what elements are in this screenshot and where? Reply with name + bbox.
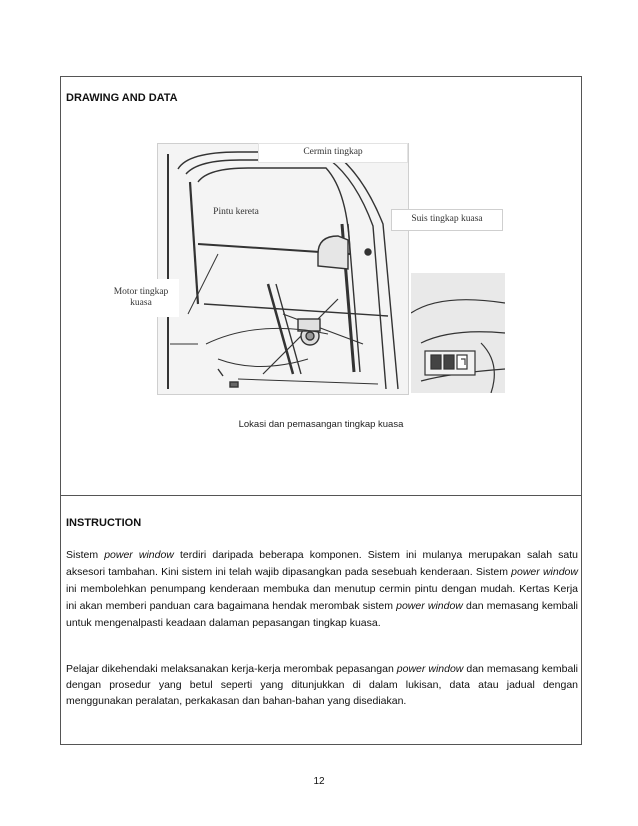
label-pintu-kereta: Pintu kereta	[213, 207, 259, 217]
instruction-section-title: INSTRUCTION	[66, 517, 142, 529]
switch-drawing	[411, 273, 505, 393]
switch-inset-illustration	[411, 273, 505, 393]
instruction-paragraph-2: Pelajar dikehendaki melaksanakan kerja-kerja merombak pepasangan power window dan memasang kembali dengan prosedur yang betul seperti yang ditunjukkan di dalam lukisan, data atau jadual dengan menggunakan peralatan, perkakasan dan bahan-bahan yang disediakan.	[66, 663, 578, 707]
page-number: 12	[313, 776, 325, 787]
door-drawing	[158, 144, 408, 394]
label-suis-tingkap-kuasa: Suis tingkap kuasa	[391, 209, 503, 231]
door-illustration	[157, 143, 409, 395]
figure-caption: Lokasi dan pemasangan tingkap kuasa	[238, 419, 404, 430]
drawing-section-title: DRAWING AND DATA	[66, 92, 178, 104]
instruction-paragraph-1: Sistem power window terdiri daripada beberapa komponen. Sistem ini mulanya merupakan salah satu aksesori tambahan. Kini sistem ini telah wajib dipasangkan pada sesebuah kenderaan. Sistem power window ini membolehkan penumpang kenderaan membuka dan menutup cermin pintu dengan mudah. Kertas Kerja ini akan memberi panduan cara bagaimana hendak merombak sistem power window dan memasang kembali untuk mengenalpasti keadaan dalaman pepasangan tingkap kuasa.	[66, 549, 578, 629]
worksheet-frame	[60, 76, 582, 745]
label-motor-tingkap-kuasa: Motor tingkap kuasa	[103, 279, 179, 317]
label-cermin-tingkap: Cermin tingkap	[258, 143, 408, 163]
section-divider	[61, 495, 581, 496]
